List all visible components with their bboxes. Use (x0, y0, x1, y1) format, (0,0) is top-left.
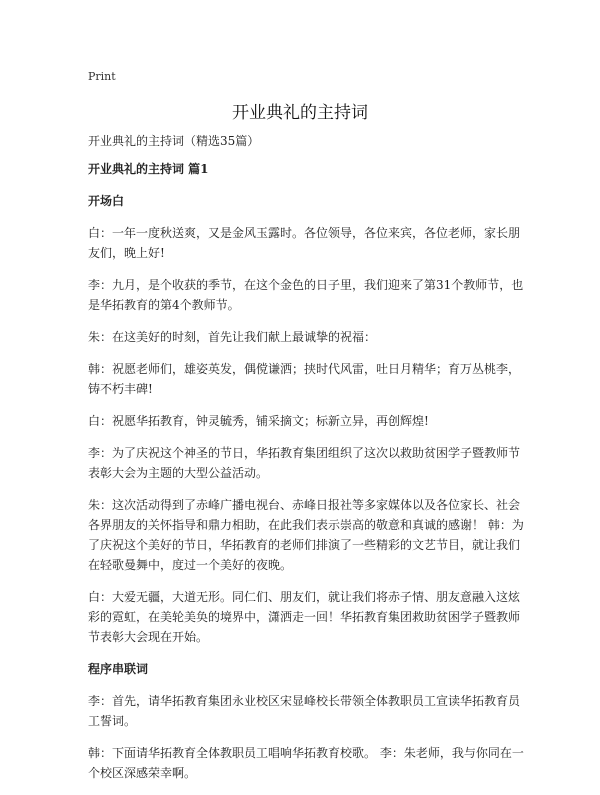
subsection-heading-program: 程序串联词 (88, 662, 149, 676)
paragraph: 白：祝愿华拓教育，钟灵毓秀，铺采摘文；标新立异，再创辉煌! (88, 414, 429, 428)
page-title: 开业典礼的主持词 (232, 103, 368, 123)
section-heading: 开业典礼的主持词 篇1 (88, 162, 209, 176)
paragraph: 朱：这次活动得到了赤峰广播电视台、赤峰日报社等多家媒体以及各位家长、社会各界朋友的关怀指导和鼎力相助，在此我们表示崇高的敬意和真诚的感谢！ 韩：为了庆祝这个美好的节日，华拓教育的老师们排演了一些精彩的文艺节目，就让我们在轻歌曼舞中，度过一个美好的夜晚。 (88, 498, 524, 572)
document-subtitle: 开业典礼的主持词（精选35篇） (88, 134, 260, 148)
paragraph: 韩：祝愿老师们，雄姿英发，偶傥谦洒；挟时代风雷，吐日月精华；育万丛桃李，铸不朽丰碑! (88, 362, 521, 396)
subsection-heading-opening: 开场白 (88, 194, 125, 208)
print-link[interactable]: Print (88, 70, 116, 83)
paragraph: 白：一年一度秋送爽，又是金风玉露时。各位领导，各位来宾，各位老师，家长朋友们，晚上好! (88, 226, 521, 260)
document-body (88, 131, 528, 795)
paragraph: 李：九月，是个收获的季节，在这个金色的日子里，我们迎来了第31个教师节，也是华拓教育的第4个教师节。 (88, 278, 524, 312)
paragraph: 李：为了庆祝这个神圣的节日，华拓教育集团组织了这次以救助贫困学子暨教师节表彰大会为主题的大型公益活动。 (88, 446, 521, 480)
paragraph: 朱：在这美好的时刻，首先让我们献上最诚挚的祝福： (88, 330, 377, 344)
paragraph: 韩：下面请华拓教育全体教职员工唱响华拓教育校歌。 李：朱老师，我与你同在一个校区深感荣幸啊。 (88, 746, 524, 780)
paragraph: 李：首先，请华拓教育集团永业校区宋显峰校长带领全体教职员工宣读华拓教育员工誓词。 (88, 694, 521, 728)
paragraph: 白：大爱无疆，大道无形。同仁们、朋友们，就让我们将赤子情、朋友意融入这炫彩的霓虹，在美轮美奂的境界中，潇洒走一回！华拓教育集团救助贫困学子暨教师节表彰大会现在开始。 (88, 590, 521, 644)
